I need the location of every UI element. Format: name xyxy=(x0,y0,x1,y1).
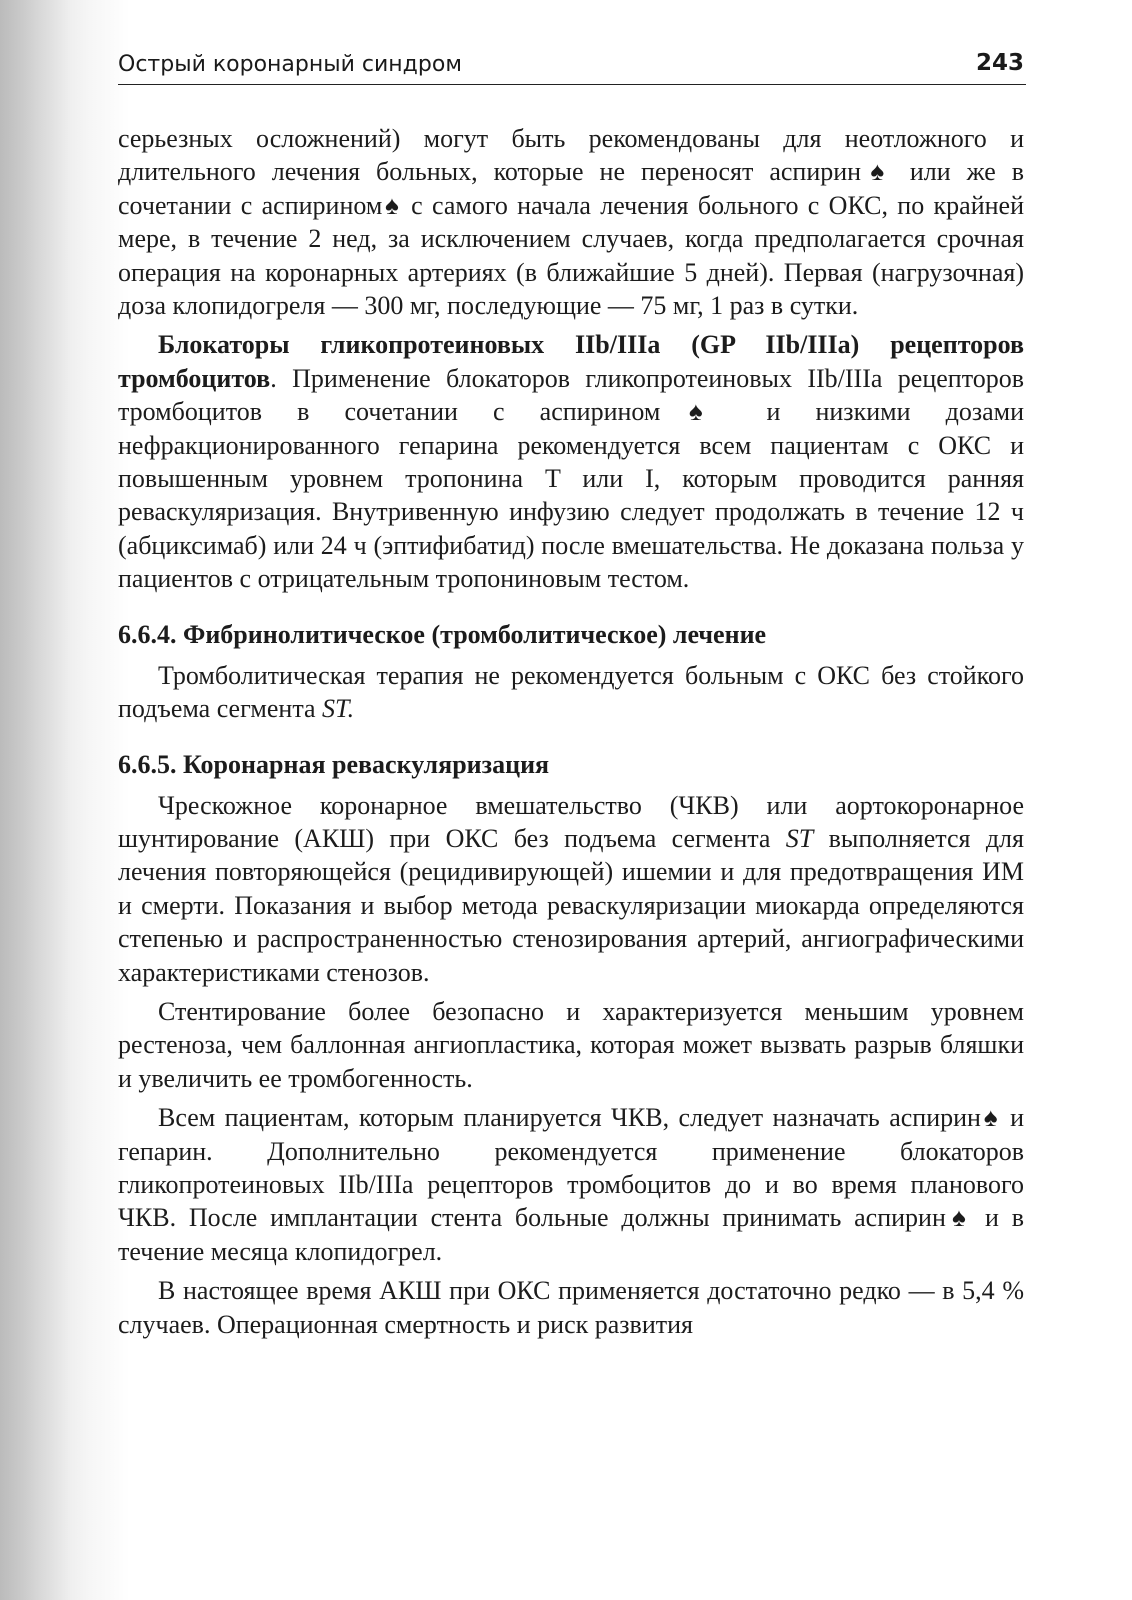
paragraph-body: Чрескожное коронарное вмешательство (ЧКВ) или аортокоронарное шунтирование (АКШ) при ОКС без подъема сегмента xyxy=(118,790,1024,853)
paragraph-lead-in: Блокаторы гликопротеиновых IIb/IIIa (GP IIb/IIIa) рецепторов тромбоцитов xyxy=(118,330,1024,393)
paragraph-thrombolytic xyxy=(118,659,1024,726)
page-number: 243 xyxy=(975,50,1024,76)
st-segment-term: ST xyxy=(785,823,814,853)
paragraph-gp-blockers xyxy=(118,328,1024,595)
st-segment-term: ST. xyxy=(322,694,355,724)
paragraph-cabg: В настоящее время АКШ при ОКС применяется достаточно редко — в 5,4 % случаев. Операционная смертность и риск развития xyxy=(118,1276,1024,1339)
paragraph-continued: серьезных осложнений) могут быть рекомендованы для неотложного и длительного лечения больных, которые не переносят аспирин♠ или же в сочетании с аспирином♠ с самого начала лечения больного с ОКС, по крайней мере, в течение 2 нед, за исключением случаев, когда предполагается срочная операция на коронарных артериях (в ближайшие 5 дней). Первая (нагрузочная) доза клопидогреля — 300 мг, последующие — 75 мг, 1 раз в сутки. xyxy=(118,124,1024,321)
paragraph-body-cont: выполняется для лечения повторяющейся (рецидивирующей) ишемии и для предотвращения ИМ и смерти. Показания и выбор метода реваскуляризации миокарда определяются степенью и распространенностью стенозирования артерий, ангиографическими характеристиками стенозов. xyxy=(118,823,1024,987)
paragraph-pci xyxy=(118,789,1024,989)
body-text xyxy=(118,122,1024,1347)
paragraph-pci-patients: Всем пациентам, которым планируется ЧКВ, следует назначать аспирин♠ и гепарин. Дополнительно рекомендуется применение блокаторов гликопротеиновых IIb/IIIa рецепторов тромбоцитов до и во время планового ЧКВ. После имплантации стента больные должны принимать аспирин♠ и в течение месяца клопидогрел. xyxy=(118,1103,1024,1266)
paragraph-body: Тромболитическая терапия не рекомендуется больным с ОКС без стойкого подъема сегмента xyxy=(118,660,1024,724)
running-header xyxy=(118,50,1026,85)
page-gutter-shadow xyxy=(0,0,70,1600)
section-heading-fibrinolytic: 6.6.4. Фибринолитическое (тромболитическое) лечение xyxy=(118,619,767,649)
running-header-title: Острый коронарный синдром xyxy=(118,52,462,77)
section-heading-revascularization: 6.6.5. Коронарная реваскуляризация xyxy=(118,749,550,779)
paragraph-body: . Применение блокаторов гликопротеиновых IIb/IIIa рецепторов тромбоцитов в сочетании с аспирином♠ и низкими дозами нефракционированного гепарина рекомендуется всем пациентам с ОКС и повышенным уровнем тропонина T или I, которым проводится ранняя реваскуляризация. Внутривенную инфузию следует продолжать в течение 12 ч (абциксимаб) или 24 ч (эптифибатид) после вмешательства. Не доказана польза у пациентов с отрицательным тропониновым тестом. xyxy=(118,363,1024,594)
paragraph-stenting: Стентирование более безопасно и характеризуется меньшим уровнем рестеноза, чем баллонная ангиопластика, которая может вызвать разрыв бляшки и увеличить ее тромбогенность. xyxy=(118,996,1024,1093)
